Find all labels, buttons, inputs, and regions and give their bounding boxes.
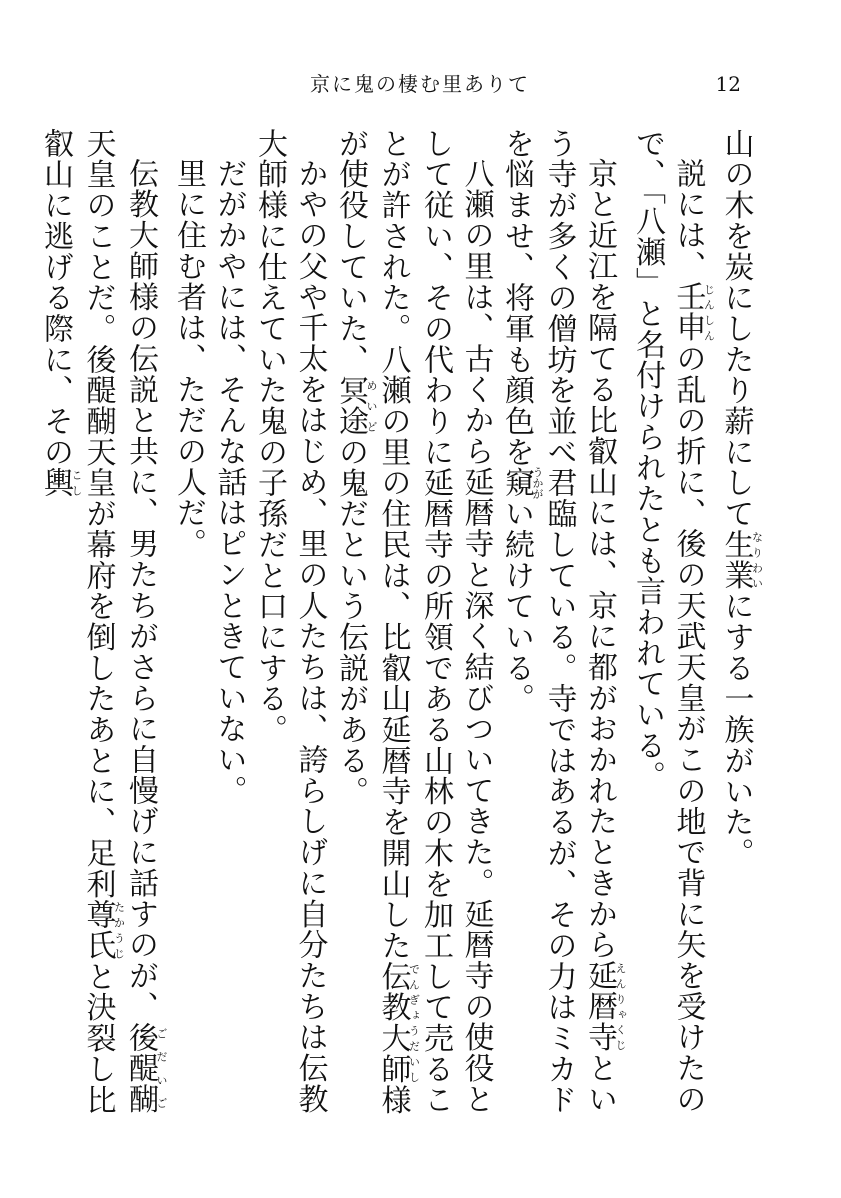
text-run: 山の木を炭にしたり薪にして bbox=[718, 128, 754, 530]
text-run: 八瀬の里は、古くから延暦寺と深く結びついてきた。延暦寺の使役として従い、その代わりに延暦寺の所領である山林の木を加工して売ることが許された。八瀬の里の住民は、比叡山延暦寺を開山した bbox=[375, 128, 494, 1116]
text-run: 様が使役していた、 bbox=[333, 128, 411, 1116]
paragraph bbox=[330, 128, 496, 1128]
text-run: の乱の折に、後の天武天皇がこの地で背に矢を受けたので、「八瀬」と名付けられたとも言われている。 bbox=[630, 128, 706, 1115]
ruby-base: 伝教大師 bbox=[375, 960, 411, 1085]
ruby-base: 延暦寺 bbox=[582, 960, 617, 1053]
ruby-base: 尊氏 bbox=[80, 899, 116, 961]
paragraph bbox=[35, 128, 168, 1128]
ruby-reading: じんしん bbox=[702, 281, 716, 344]
vertical-body-text bbox=[38, 128, 764, 1128]
text-run: の鬼だという伝説がある。 bbox=[333, 436, 368, 807]
text-run: かやの父や千太をはじめ、里の人たちは、誇らしげに自分たちは伝教大師様に仕えていた鬼の子孫だと口にする。 bbox=[252, 128, 328, 1115]
ruby-reading: たかうじ bbox=[112, 899, 126, 961]
text-run: 説には、 bbox=[670, 158, 706, 282]
ruby-word bbox=[80, 899, 126, 961]
ruby-reading: えんりゃくじ bbox=[614, 960, 627, 1053]
text-run: という寺が多くの僧坊を並べ君臨している。寺ではあるが、その力はミカドを悩ませ、将軍も顔色を bbox=[499, 128, 617, 1116]
ruby-word bbox=[582, 960, 627, 1053]
ruby-reading: めいど bbox=[365, 374, 378, 437]
ruby-word bbox=[375, 960, 421, 1085]
text-run: と決裂し比叡山に逃げる際に、その bbox=[38, 128, 116, 1116]
ruby-reading: うかが bbox=[531, 466, 544, 500]
ruby-word bbox=[670, 281, 716, 344]
ruby-base: 生業 bbox=[718, 529, 754, 591]
page-number: 12 bbox=[715, 72, 741, 96]
ruby-reading: こし bbox=[70, 467, 83, 499]
ruby-word bbox=[718, 529, 764, 591]
text-run: い続けている。 bbox=[499, 498, 534, 715]
text-run: にする一族がいた。 bbox=[718, 590, 754, 869]
text-run: 里に住む者は、ただの人だ。 bbox=[171, 158, 206, 560]
text-run: 天皇のことだ。後醍醐天皇が幕府を倒したあとに、足利 bbox=[80, 128, 116, 900]
ruby-word bbox=[499, 466, 544, 500]
paragraph bbox=[168, 128, 209, 1128]
ruby-base: 壬申 bbox=[670, 281, 706, 344]
ruby-base: 冥途 bbox=[333, 374, 368, 437]
paragraph bbox=[496, 128, 627, 1128]
paragraph bbox=[627, 128, 716, 1128]
text-run: 京と近江を隔てる比叡山には、京に都がおかれたときから bbox=[582, 158, 617, 961]
running-header-title: 京に鬼の棲む里ありて bbox=[310, 72, 530, 96]
ruby-reading: ごだいご bbox=[155, 1021, 168, 1115]
ruby-base: 輿 bbox=[38, 467, 73, 499]
ruby-base: 後醍醐 bbox=[123, 1021, 158, 1115]
paragraph bbox=[715, 128, 763, 1128]
ruby-reading: なりわい bbox=[750, 529, 764, 591]
paragraph bbox=[208, 128, 249, 1128]
ruby-word bbox=[123, 1021, 168, 1115]
text-run: だがかやには、そんな話はピンときていない。 bbox=[211, 158, 247, 806]
ruby-word bbox=[333, 374, 378, 437]
ruby-word bbox=[38, 467, 83, 499]
ruby-reading: でんぎょうだいし bbox=[407, 960, 421, 1085]
text-run: 伝教大師様の伝説と共に、男たちがさらに自慢げに話すのが、 bbox=[123, 158, 158, 1022]
ruby-base: 窺 bbox=[499, 466, 534, 500]
paragraph bbox=[249, 128, 330, 1128]
